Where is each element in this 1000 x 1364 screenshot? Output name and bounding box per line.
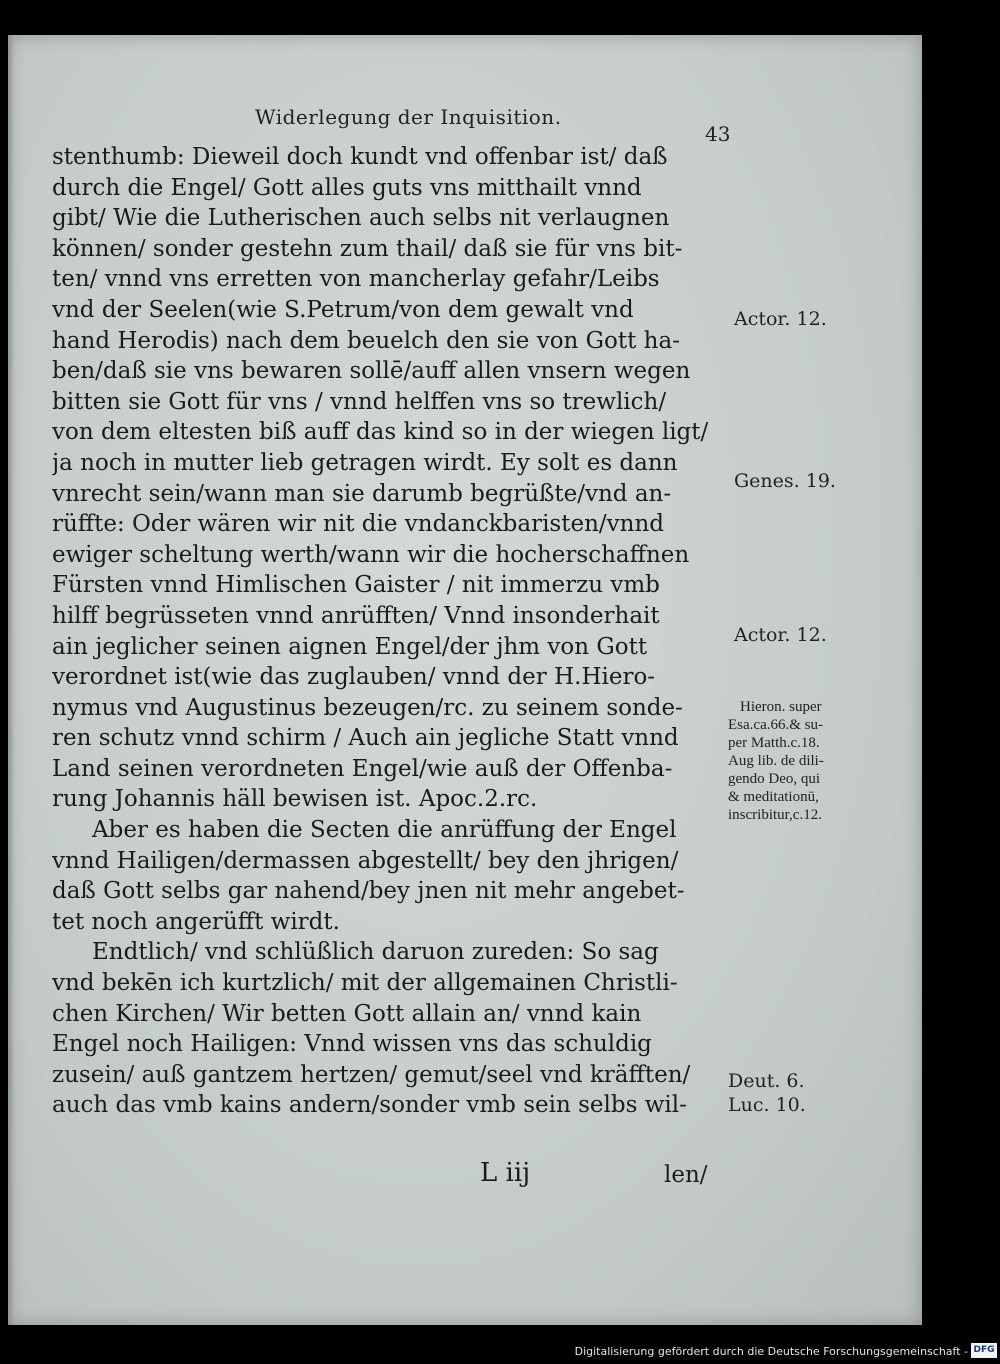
text-line: rüffte: Oder wären wir nit die vndanckbaristen/vnnd — [52, 511, 664, 538]
text-line: stenthumb: Dieweil doch kundt vnd offenbar ist/ daß — [52, 144, 668, 170]
running-head: Widerlegung der Inquisition. — [255, 105, 562, 129]
text-line: ja noch in mutter lieb getragen wirdt. Ey solt es dann — [52, 449, 678, 476]
page-number: 43 — [705, 122, 731, 146]
text-line: vnd bekēn ich kurtzlich/ mit der allgemainen Christli- — [52, 970, 678, 997]
page-edge-shadow — [8, 35, 14, 1325]
margin-note-line: gendo Deo, qui — [728, 771, 821, 787]
margin-note-deut-6: Deut. 6. — [728, 1070, 805, 1092]
text-line: Land seinen verordneten Engel/wie auß der Offenba- — [52, 755, 673, 782]
text-line: rung Johannis häll bewisen ist. Apoc.2.rc. — [52, 786, 538, 813]
text-line: nymus vnd Augustinus bezeugen/rc. zu seinem sonde- — [52, 694, 683, 721]
text-line: hilff begrüsseten vnnd anrüfften/ Vnnd insonderhait — [52, 602, 660, 629]
text-line: gibt/ Wie die Lutherischen auch selbs nit verlaugnen — [52, 205, 670, 232]
text-line: Engel noch Hailigen: Vnnd wissen vns das schuldig — [52, 1031, 652, 1058]
text-line: vnnd Hailigen/dermassen abgestellt/ bey den jhrigen/ — [52, 847, 679, 874]
text-line: verordnet ist(wie das zuglauben/ vnnd der H.Hiero- — [52, 664, 656, 691]
text-line: chen Kirchen/ Wir betten Gott allain an/ vnnd kain — [52, 1000, 642, 1027]
dfg-logo: DFG — [971, 1343, 997, 1358]
text-line: daß Gott selbs gar nahend/bey jnen nit mehr angebet- — [52, 878, 685, 905]
margin-note-line: Esa.ca.66.& su- — [728, 717, 823, 733]
digitization-credit: Digitalisierung gefördert durch die Deutsche Forschungsgemeinschaft - — [574, 1345, 968, 1358]
main-text-block — [52, 142, 742, 1121]
catchword: len/ — [664, 1162, 708, 1188]
text-line: von dem eltesten biß auff das kind so in der wiegen ligt/ — [52, 419, 709, 446]
text-line: zusein/ auß gantzem hertzen/ gemut/seel vnd kräfften/ — [52, 1061, 691, 1088]
text-line: ben/daß sie vns bewaren sollē/auff allen vnsern wegen — [52, 358, 691, 385]
margin-note-line: Aug lib. de dili- — [728, 753, 824, 769]
text-line: ten/ vnnd vns erretten von mancherlay gefahr/Leibs — [52, 266, 660, 293]
margin-note-actor-12-b: Actor. 12. — [734, 624, 827, 646]
margin-note-line: inscribitur,c.12. — [728, 807, 822, 823]
text-line: ren schutz vnnd schirm / Auch ain jegliche Statt vnnd — [52, 725, 679, 752]
text-line: Aber es haben die Secten die anrüffung der Engel — [92, 817, 677, 844]
text-line: bitten sie Gott für vns / vnnd helffen vns so trewlich/ — [52, 388, 667, 415]
text-line: Endtlich/ vnd schlüßlich daruon zureden: So sag — [92, 939, 659, 966]
margin-note-line: & meditationū, — [728, 789, 819, 805]
text-line: ewiger scheltung werth/wann wir die hocherschaffnen — [52, 541, 690, 568]
text-line: hand Herodis) nach dem beuelch den sie von Gott ha- — [52, 327, 680, 354]
margin-note-line: per Matth.c.18. — [728, 735, 820, 751]
text-line: Fürsten vnnd Himlischen Gaister / nit immerzu vmb — [52, 572, 660, 599]
margin-note-genes-19: Genes. 19. — [734, 470, 836, 492]
text-line: ain jeglicher seinen aignen Engel/der jhm von Gott — [52, 633, 648, 660]
text-line: können/ sonder gestehn zum thail/ daß sie für vns bit- — [52, 235, 683, 262]
text-line: auch das vmb kains andern/sonder vmb sein selbs wil- — [52, 1092, 687, 1119]
margin-note-actor-12: Actor. 12. — [734, 308, 827, 330]
margin-note-hieron — [728, 698, 824, 824]
text-line: durch die Engel/ Gott alles guts vns mitthailt vnnd — [52, 174, 642, 201]
text-line: vnrecht sein/wann man sie darumb begrüßte/vnd an- — [52, 480, 672, 507]
margin-note-luc-10: Luc. 10. — [728, 1094, 806, 1116]
signature-mark: L iij — [480, 1158, 531, 1188]
text-line: tet noch angerüfft wirdt. — [52, 908, 340, 935]
text-line: vnd der Seelen(wie S.Petrum/von dem gewalt vnd — [52, 296, 634, 323]
margin-note-line: Hieron. super — [740, 699, 822, 715]
